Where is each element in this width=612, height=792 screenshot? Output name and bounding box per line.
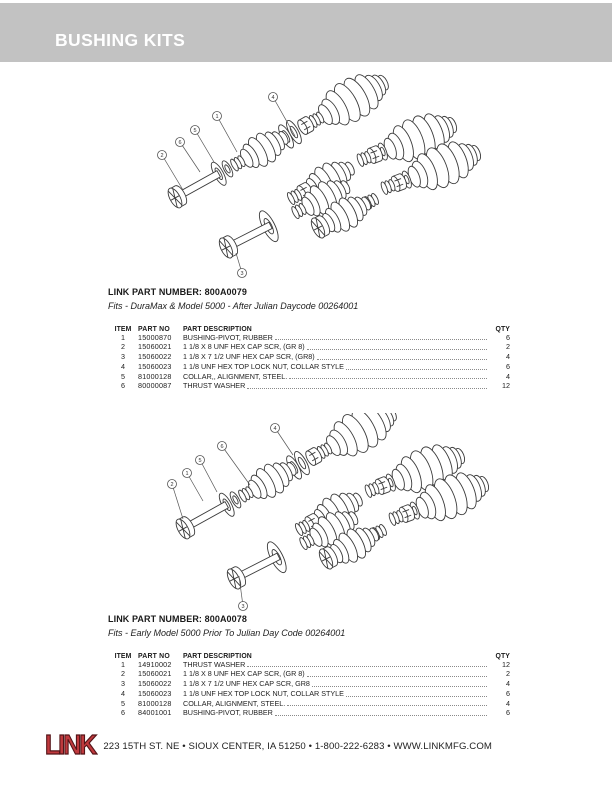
cell-part-no: 15060021	[138, 669, 172, 679]
table-header-row	[108, 653, 510, 660]
table-row	[108, 708, 510, 718]
cell-item: 6	[121, 708, 125, 718]
cell-description: COLLAR, ALIGNMENT, STEEL.	[183, 698, 286, 708]
page-footer	[45, 729, 492, 761]
link-logo: LINK	[45, 729, 96, 761]
dotted-leader	[307, 676, 487, 677]
column-item: ITEM	[114, 652, 132, 660]
footer-address: 223 15TH ST. NE • SIOUX CENTER, IA 51250 • 1-800-222-6283 • WWW.LINKMFG.COM	[103, 741, 492, 752]
table-row	[108, 352, 510, 362]
callout-number: 1	[215, 113, 219, 120]
cell-part-no: 15060023	[138, 361, 172, 371]
table-row	[108, 689, 510, 699]
cell-description: THRUST WASHER	[183, 659, 246, 669]
callout-leader-line	[170, 481, 183, 519]
dotted-leader	[275, 339, 487, 340]
callout-leader-line	[220, 443, 250, 485]
cell-part-no: 81000128	[138, 698, 172, 708]
table-row	[108, 660, 510, 670]
column-part-no: PART NO	[138, 325, 170, 333]
callout-leader-line	[215, 113, 237, 152]
cell-part-no: 81000128	[138, 371, 172, 381]
cell-description: 1 1/8 X 8 UNF HEX CAP SCR, (GR 8)	[183, 342, 305, 352]
cell-part-no: 15060021	[138, 342, 172, 352]
callout-number: 2	[160, 152, 164, 159]
callout-number: 2	[170, 481, 174, 488]
cell-part-no: 15060022	[138, 679, 172, 689]
cell-item: 5	[121, 371, 125, 381]
cell-qty: 4	[506, 679, 510, 689]
cell-description: BUSHING-PIVOT, RUBBER	[183, 708, 273, 718]
cell-description: 1 1/8 UNF HEX TOP LOCK NUT, COLLAR STYLE	[183, 688, 344, 698]
cell-part-no: 15060022	[138, 352, 172, 362]
table-row	[108, 679, 510, 689]
cell-part-no: 14910002	[138, 659, 172, 669]
kit-section-800A0078	[108, 614, 510, 718]
cell-part-no: 80000087	[138, 381, 172, 391]
link-part-number: LINK PART NUMBER: 800A0079	[108, 287, 247, 297]
cell-description: 1 1/8 X 8 UNF HEX CAP SCR, (GR 8)	[183, 669, 305, 679]
callout-number: 5	[193, 127, 197, 134]
table-row	[108, 699, 510, 709]
callout-leader-line	[198, 457, 217, 492]
parts-table-body	[108, 333, 510, 392]
cell-qty: 12	[502, 381, 510, 391]
cell-item: 3	[121, 679, 125, 689]
callout-number: 5	[198, 457, 202, 464]
cell-qty: 6	[506, 688, 510, 698]
dotted-leader	[287, 705, 487, 706]
cell-item: 2	[121, 669, 125, 679]
page-title: BUSHING KITS	[55, 30, 186, 50]
table-row	[108, 362, 510, 372]
cell-item: 6	[121, 381, 125, 391]
dotted-leader	[247, 388, 487, 389]
table-row	[108, 381, 510, 391]
parts-table-body	[108, 660, 510, 719]
callout-number: 4	[273, 425, 277, 432]
dotted-leader	[317, 359, 487, 360]
dotted-leader	[312, 686, 487, 687]
exploded-diagram-800A0078	[0, 413, 612, 613]
dotted-leader	[346, 369, 487, 370]
column-description: PART DESCRIPTION	[183, 652, 252, 660]
table-row	[108, 333, 510, 343]
cell-item: 2	[121, 342, 125, 352]
fits-description: Fits - DuraMax & Model 5000 - After Julian Daycode 00264001	[108, 300, 359, 311]
bushing-assembly-art	[168, 413, 495, 596]
cell-qty: 6	[506, 708, 510, 718]
callout-number: 3	[240, 270, 244, 277]
column-qty: QTY	[495, 652, 510, 660]
cell-description: 1 1/8 UNF HEX TOP LOCK NUT, COLLAR STYLE	[183, 361, 344, 371]
cell-item: 1	[121, 332, 125, 342]
cell-part-no: 84001001	[138, 708, 172, 718]
cell-part-no: 15060023	[138, 688, 172, 698]
column-part-no: PART NO	[138, 652, 170, 660]
table-row	[108, 342, 510, 352]
dotted-leader	[289, 378, 487, 379]
bushing-assembly-art	[160, 68, 487, 265]
table-row	[108, 669, 510, 679]
cell-item: 3	[121, 352, 125, 362]
cell-description: 1 1/8 X 7 1/2 UNF HEX CAP SCR, (GR8)	[183, 352, 315, 362]
cell-description: THRUST WASHER	[183, 381, 246, 391]
cell-item: 5	[121, 698, 125, 708]
cell-item: 4	[121, 361, 125, 371]
dotted-leader	[247, 666, 487, 667]
exploded-diagram-800A0079	[0, 68, 612, 283]
cell-qty: 4	[506, 698, 510, 708]
kit-section-800A0079	[108, 287, 510, 391]
cell-item: 4	[121, 688, 125, 698]
link-part-number: LINK PART NUMBER: 800A0078	[108, 614, 247, 624]
callout-leader-line	[178, 139, 200, 172]
dotted-leader	[307, 349, 487, 350]
cell-description: BUSHING-PIVOT, RUBBER	[183, 332, 273, 342]
callout-number: 3	[241, 603, 245, 610]
callout-number: 1	[185, 470, 189, 477]
callout-number: 6	[220, 443, 224, 450]
dotted-leader	[275, 715, 487, 716]
fits-description: Fits - Early Model 5000 Prior To Julian Day Code 00264001	[108, 627, 346, 638]
callout-leader-line	[160, 152, 183, 190]
table-header-row	[108, 326, 510, 333]
cell-qty: 12	[502, 659, 510, 669]
column-description: PART DESCRIPTION	[183, 325, 252, 333]
cell-description: 1 1/8 X 7 1/2 UNF HEX CAP SCR, GR8	[183, 679, 310, 689]
page-header-banner	[0, 3, 612, 62]
cell-qty: 4	[506, 371, 510, 381]
column-item: ITEM	[114, 325, 132, 333]
dotted-leader	[346, 696, 487, 697]
callout-leader-line	[193, 127, 214, 162]
cell-qty: 2	[506, 669, 510, 679]
callout-number: 6	[178, 139, 182, 146]
cell-qty: 4	[506, 352, 510, 362]
callout-number: 4	[271, 94, 275, 101]
cell-part-no: 15000870	[138, 332, 172, 342]
cell-qty: 2	[506, 342, 510, 352]
table-row	[108, 372, 510, 382]
column-qty: QTY	[495, 325, 510, 333]
cell-description: COLLAR,, ALIGNMENT, STEEL.	[183, 371, 288, 381]
cell-qty: 6	[506, 332, 510, 342]
cell-qty: 6	[506, 361, 510, 371]
cell-item: 1	[121, 659, 125, 669]
